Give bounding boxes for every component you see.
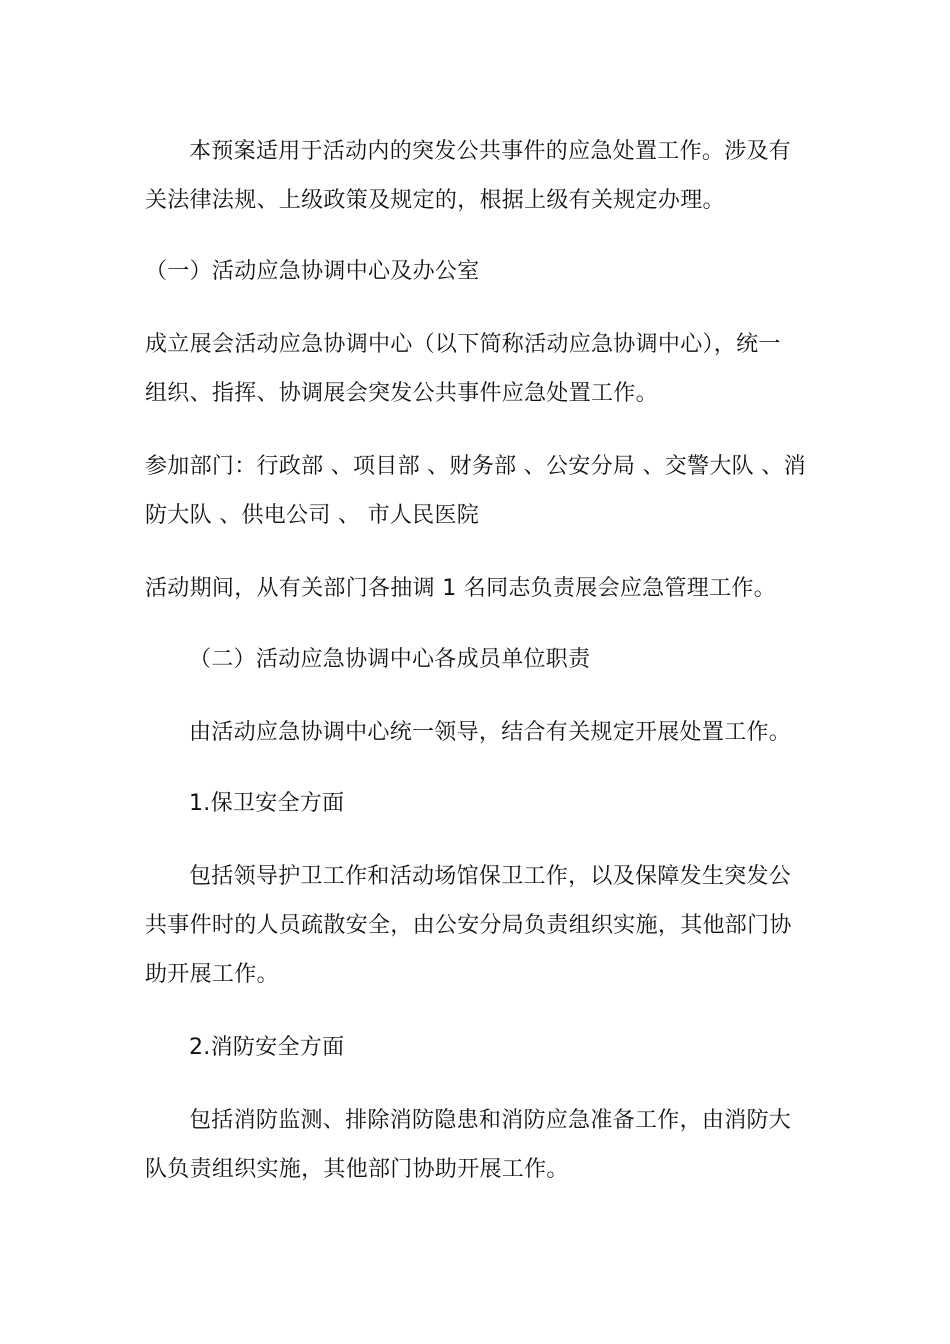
section-heading-1: （一）活动应急协调中心及办公室 (145, 259, 480, 284)
paragraph-center-line-1: 成立展会活动应急协调中心（以下简称活动应急协调中心），统一 (145, 332, 781, 357)
paragraph-center-line-2: 组织、指挥、协调展会突发公共事件应急处置工作。 (145, 381, 658, 406)
paragraph-departments-line-1: 参加部门：行政部 、项目部 、财务部 、公安分局 、交警大队 、消 (145, 454, 806, 479)
subsection-heading-1: 1.保卫安全方面 (189, 791, 345, 816)
paragraph-staffing: 活动期间，从有关部门各抽调 1 名同志负责展会应急管理工作。 (145, 576, 776, 601)
paragraph-fire-line-1: 包括消防监测、排除消防隐患和消防应急准备工作，由消防大 (189, 1108, 792, 1133)
paragraph-security-line-2: 共事件时的人员疏散安全，由公安分局负责组织实施，其他部门协 (145, 913, 792, 938)
paragraph-fire-line-2: 队负责组织实施，其他部门协助开展工作。 (145, 1157, 569, 1182)
paragraph-leadership: 由活动应急协调中心统一领导，结合有关规定开展处置工作。 (189, 720, 792, 745)
paragraph-scope-line-1: 本预案适用于活动内的突发公共事件的应急处置工作。涉及有 (189, 139, 792, 164)
paragraph-departments-line-2: 防大队 、供电公司 、 市人民医院 (145, 503, 480, 528)
subsection-heading-2: 2.消防安全方面 (189, 1035, 345, 1060)
paragraph-scope-line-2: 关法律法规、上级政策及规定的，根据上级有关规定办理。 (145, 188, 725, 213)
paragraph-security-line-1: 包括领导护卫工作和活动场馆保卫工作，以及保障发生突发公 (189, 864, 792, 889)
section-heading-2: （二）活动应急协调中心各成员单位职责 (189, 647, 591, 672)
paragraph-security-line-3: 助开展工作。 (145, 962, 279, 987)
